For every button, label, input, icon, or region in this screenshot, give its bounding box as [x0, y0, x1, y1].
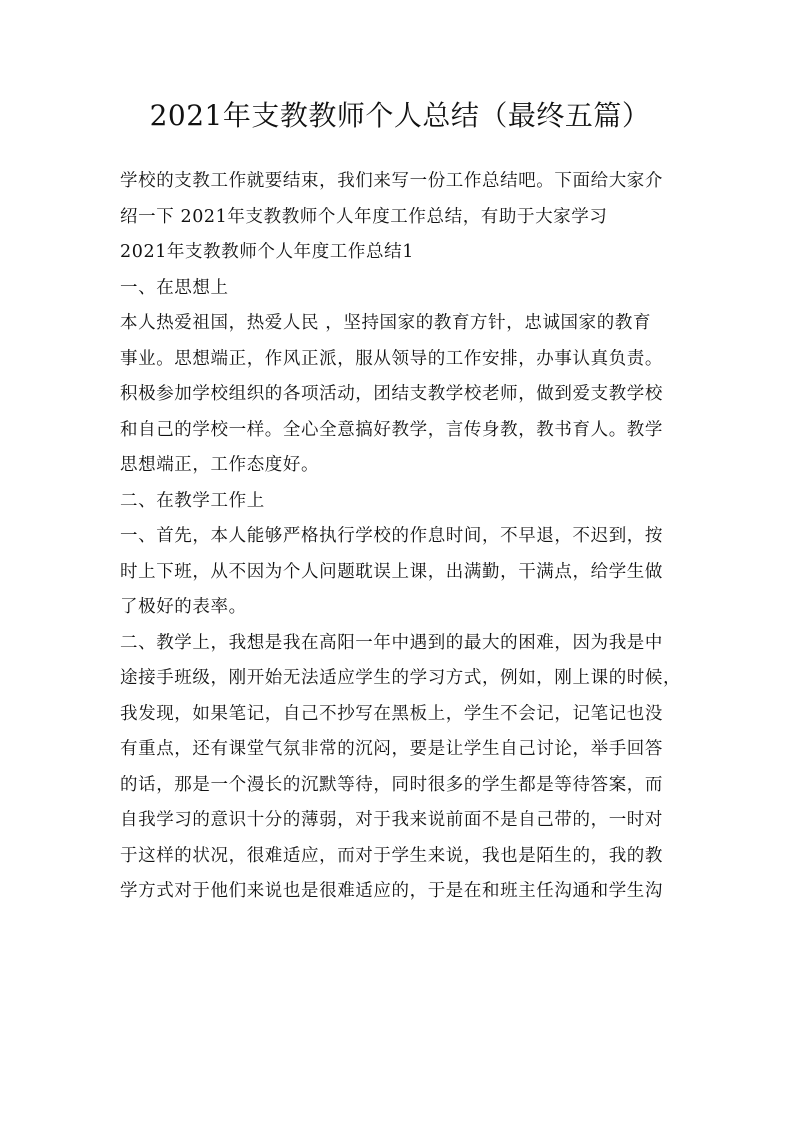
- paragraph-line: 积极参加学校组织的各项活动，团结支教学校老师，做到爱支教学校: [120, 384, 663, 404]
- paragraph-line: 的话，那是一个漫长的沉默等待，同时很多的学生都是等待答案，而: [120, 774, 663, 795]
- paragraph-line: 和自己的学校一样。全心全意搞好教学，言传身教，教书育人。教学: [120, 419, 663, 440]
- paragraph-line: 时上下班，从不因为个人问题耽误上课，出满勤，干满点，给学生做: [120, 561, 663, 582]
- paragraph-line: 本人热爱祖国，热爱人民 ，坚持国家的教育方针，忠诚国家的教育: [120, 313, 652, 333]
- paragraph-line: 二、教学上，我想是我在高阳一年中遇到的最大的困难，因为我是中: [120, 632, 663, 653]
- paragraph-line: 途接手班级，刚开始无法适应学生的学习方式，例如，刚上课的时候，: [120, 668, 682, 688]
- document-body: [120, 164, 692, 910]
- paragraph-line: 学方式对于他们来说也是很难适应的，于是在和班主任沟通和学生沟: [120, 881, 663, 901]
- paragraph-line: 于这样的状况，很难适应，而对于学生来说，我也是陌生的，我的教: [120, 845, 663, 866]
- paragraph-line: 一、首先，本人能够严格执行学校的作息时间，不早退，不迟到，按: [120, 526, 663, 546]
- paragraph-line: 有重点，还有课堂气氛非常的沉闷，要是让学生自己讨论，举手回答: [120, 739, 663, 759]
- section-heading: 2021年支教教师个人年度工作总结1: [120, 242, 414, 262]
- paragraph-line: 我发现，如果笔记，自己不抄写在黑板上，学生不会记，记笔记也没: [120, 703, 663, 724]
- paragraph-line: 绍一下 2021年支教教师个人年度工作总结，有助于大家学习: [120, 206, 608, 227]
- paragraph-line: 学校的支教工作就要结束，我们来写一份工作总结吧。下面给大家介: [120, 171, 663, 191]
- paragraph-line: 思想端正，工作态度好。: [120, 455, 320, 475]
- paragraph-line: 事业。思想端正，作风正派，服从领导的工作安排，办事认真负责。: [120, 348, 663, 369]
- paragraph-line: 自我学习的意识十分的薄弱，对于我来说前面不是自己带的，一时对: [120, 810, 663, 830]
- subsection-heading: 二、在教学工作上: [120, 490, 265, 511]
- document-title: 2021年支教教师个人总结（最终五篇）: [149, 99, 651, 132]
- paragraph-line: 了极好的表率。: [120, 597, 247, 617]
- subsection-heading: 一、在思想上: [120, 277, 229, 298]
